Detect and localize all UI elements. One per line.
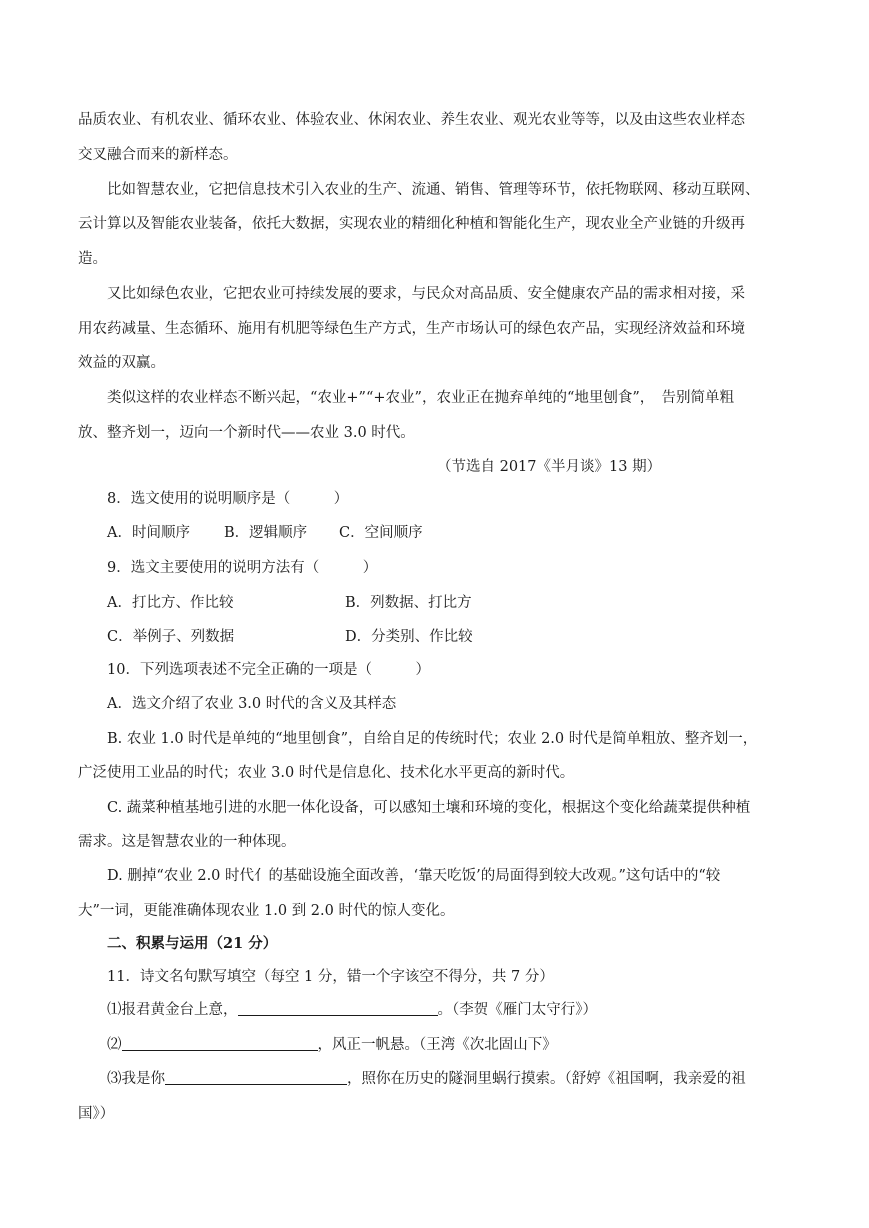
question-9-option-c: C．举例子、列数据: [107, 629, 235, 645]
question-10-option-c: C. 蔬菜种植基地引进的水肥一体化设备，可以感知土壤和环境的变化，根据这个变化给蔬菜提供种植: [107, 800, 751, 816]
fill-item-3-suffix: ，照你在历史的隧洞里蜗行摸索。（舒婷《祖国啊，我亲爱的祖: [347, 1071, 746, 1087]
passage-line: 交叉融合而来的新样态。: [78, 147, 238, 163]
question-10-option-a: A．选文介绍了农业 3.0 时代的含义及其样态: [107, 696, 397, 712]
fill-item-3-prefix: ⑶我是你: [107, 1071, 165, 1087]
section-heading: 二、积累与运用（21 分）: [107, 935, 278, 952]
passage-line: 效益的双赢。: [78, 355, 165, 371]
question-9-option-b: B．列数据、打比方: [345, 595, 472, 611]
answer-blank-2[interactable]: [122, 1036, 318, 1051]
passage-line: 类似这样的农业样态不断兴起，“农业+”“+农业”，农业正在抛弃单纯的“地里刨食”， 告别简单粗: [107, 390, 735, 406]
fill-item-2: [107, 1035, 557, 1055]
fill-item-2-suffix: ，风正一帆悬。（王湾《次北固山下》: [317, 1037, 557, 1053]
question-8-option-c: C．空间顺序: [339, 525, 423, 541]
fill-item-3-cont: 国》）: [78, 1106, 115, 1122]
passage-line: 造。: [78, 251, 107, 267]
question-9-option-a: A．打比方、作比较: [107, 595, 234, 611]
passage-line: 品质农业、有机农业、循环农业、体验农业、休闲农业、养生农业、观光农业等等，以及由这些农业样态: [78, 112, 745, 128]
question-8-option-b: B．逻辑顺序: [224, 525, 308, 541]
passage-line: 又比如绿色农业，它把农业可持续发展的要求，与民众对高品质、安全健康农产品的需求相对接，采: [107, 286, 745, 302]
question-8: 8．选文使用的说明顺序是（ ）: [107, 491, 349, 507]
passage-line: 比如智慧农业，它把信息技术引入农业的生产、流通、销售、管理等环节，依托物联网、移动互联网、: [107, 182, 760, 198]
fill-item-1: [107, 1000, 597, 1020]
question-9-option-d: D．分类别、作比较: [345, 629, 473, 645]
question-10-option-d: D. 删掉“农业 2.0 时代亻的基础设施全面改善，‘靠天吃饭’的局面得到较大改观。”这句话中的“较: [107, 868, 721, 884]
question-10-option-b-cont: 广泛使用工业品的时代；农业 3.0 时代是信息化、技术化水平更高的新时代。: [78, 765, 575, 781]
passage-line: 云计算以及智能农业装备，依托大数据，实现农业的精细化种植和智能化生产，现农业全产业链的升级再: [78, 216, 745, 232]
question-10: 10．下列选项表述不完全正确的一项是（ ）: [107, 662, 430, 678]
passage-source: （节选自 2017《半月谈》13 期）: [437, 459, 662, 475]
passage-line: 用农药减量、生态循环、施用有机肥等绿色生产方式，生产市场认可的绿色农产品，实现经济效益和环境: [78, 321, 745, 337]
answer-blank-3[interactable]: [165, 1070, 347, 1085]
answer-blank-1[interactable]: [238, 1001, 438, 1016]
question-10-option-b: B. 农业 1.0 时代是单纯的“地里刨食”，自给自足的传统时代；农业 2.0 时代是简单粗放、整齐划一，: [107, 731, 758, 747]
question-8-option-a: A．时间顺序: [107, 525, 190, 541]
question-10-option-d-cont: 大”一词，更能准确体现农业 1.0 到 2.0 时代的惊人变化。: [78, 903, 455, 919]
fill-item-3: [107, 1069, 746, 1089]
question-10-option-c-cont: 需求。这是智慧农业的一种体现。: [78, 834, 296, 850]
fill-item-1-suffix: 。（李贺《雁门太守行》）: [437, 1002, 597, 1018]
question-11: 11．诗文名句默写填空（每空 1 分，错一个字该空不得分，共 7 分）: [107, 969, 554, 985]
fill-item-2-prefix: ⑵: [107, 1037, 122, 1053]
fill-item-1-prefix: ⑴报君黄金台上意，: [107, 1002, 238, 1018]
question-9: 9．选文主要使用的说明方法有（ ）: [107, 560, 378, 576]
passage-line: 放、整齐划一，迈向一个新时代——农业 3.0 时代。: [78, 425, 415, 441]
